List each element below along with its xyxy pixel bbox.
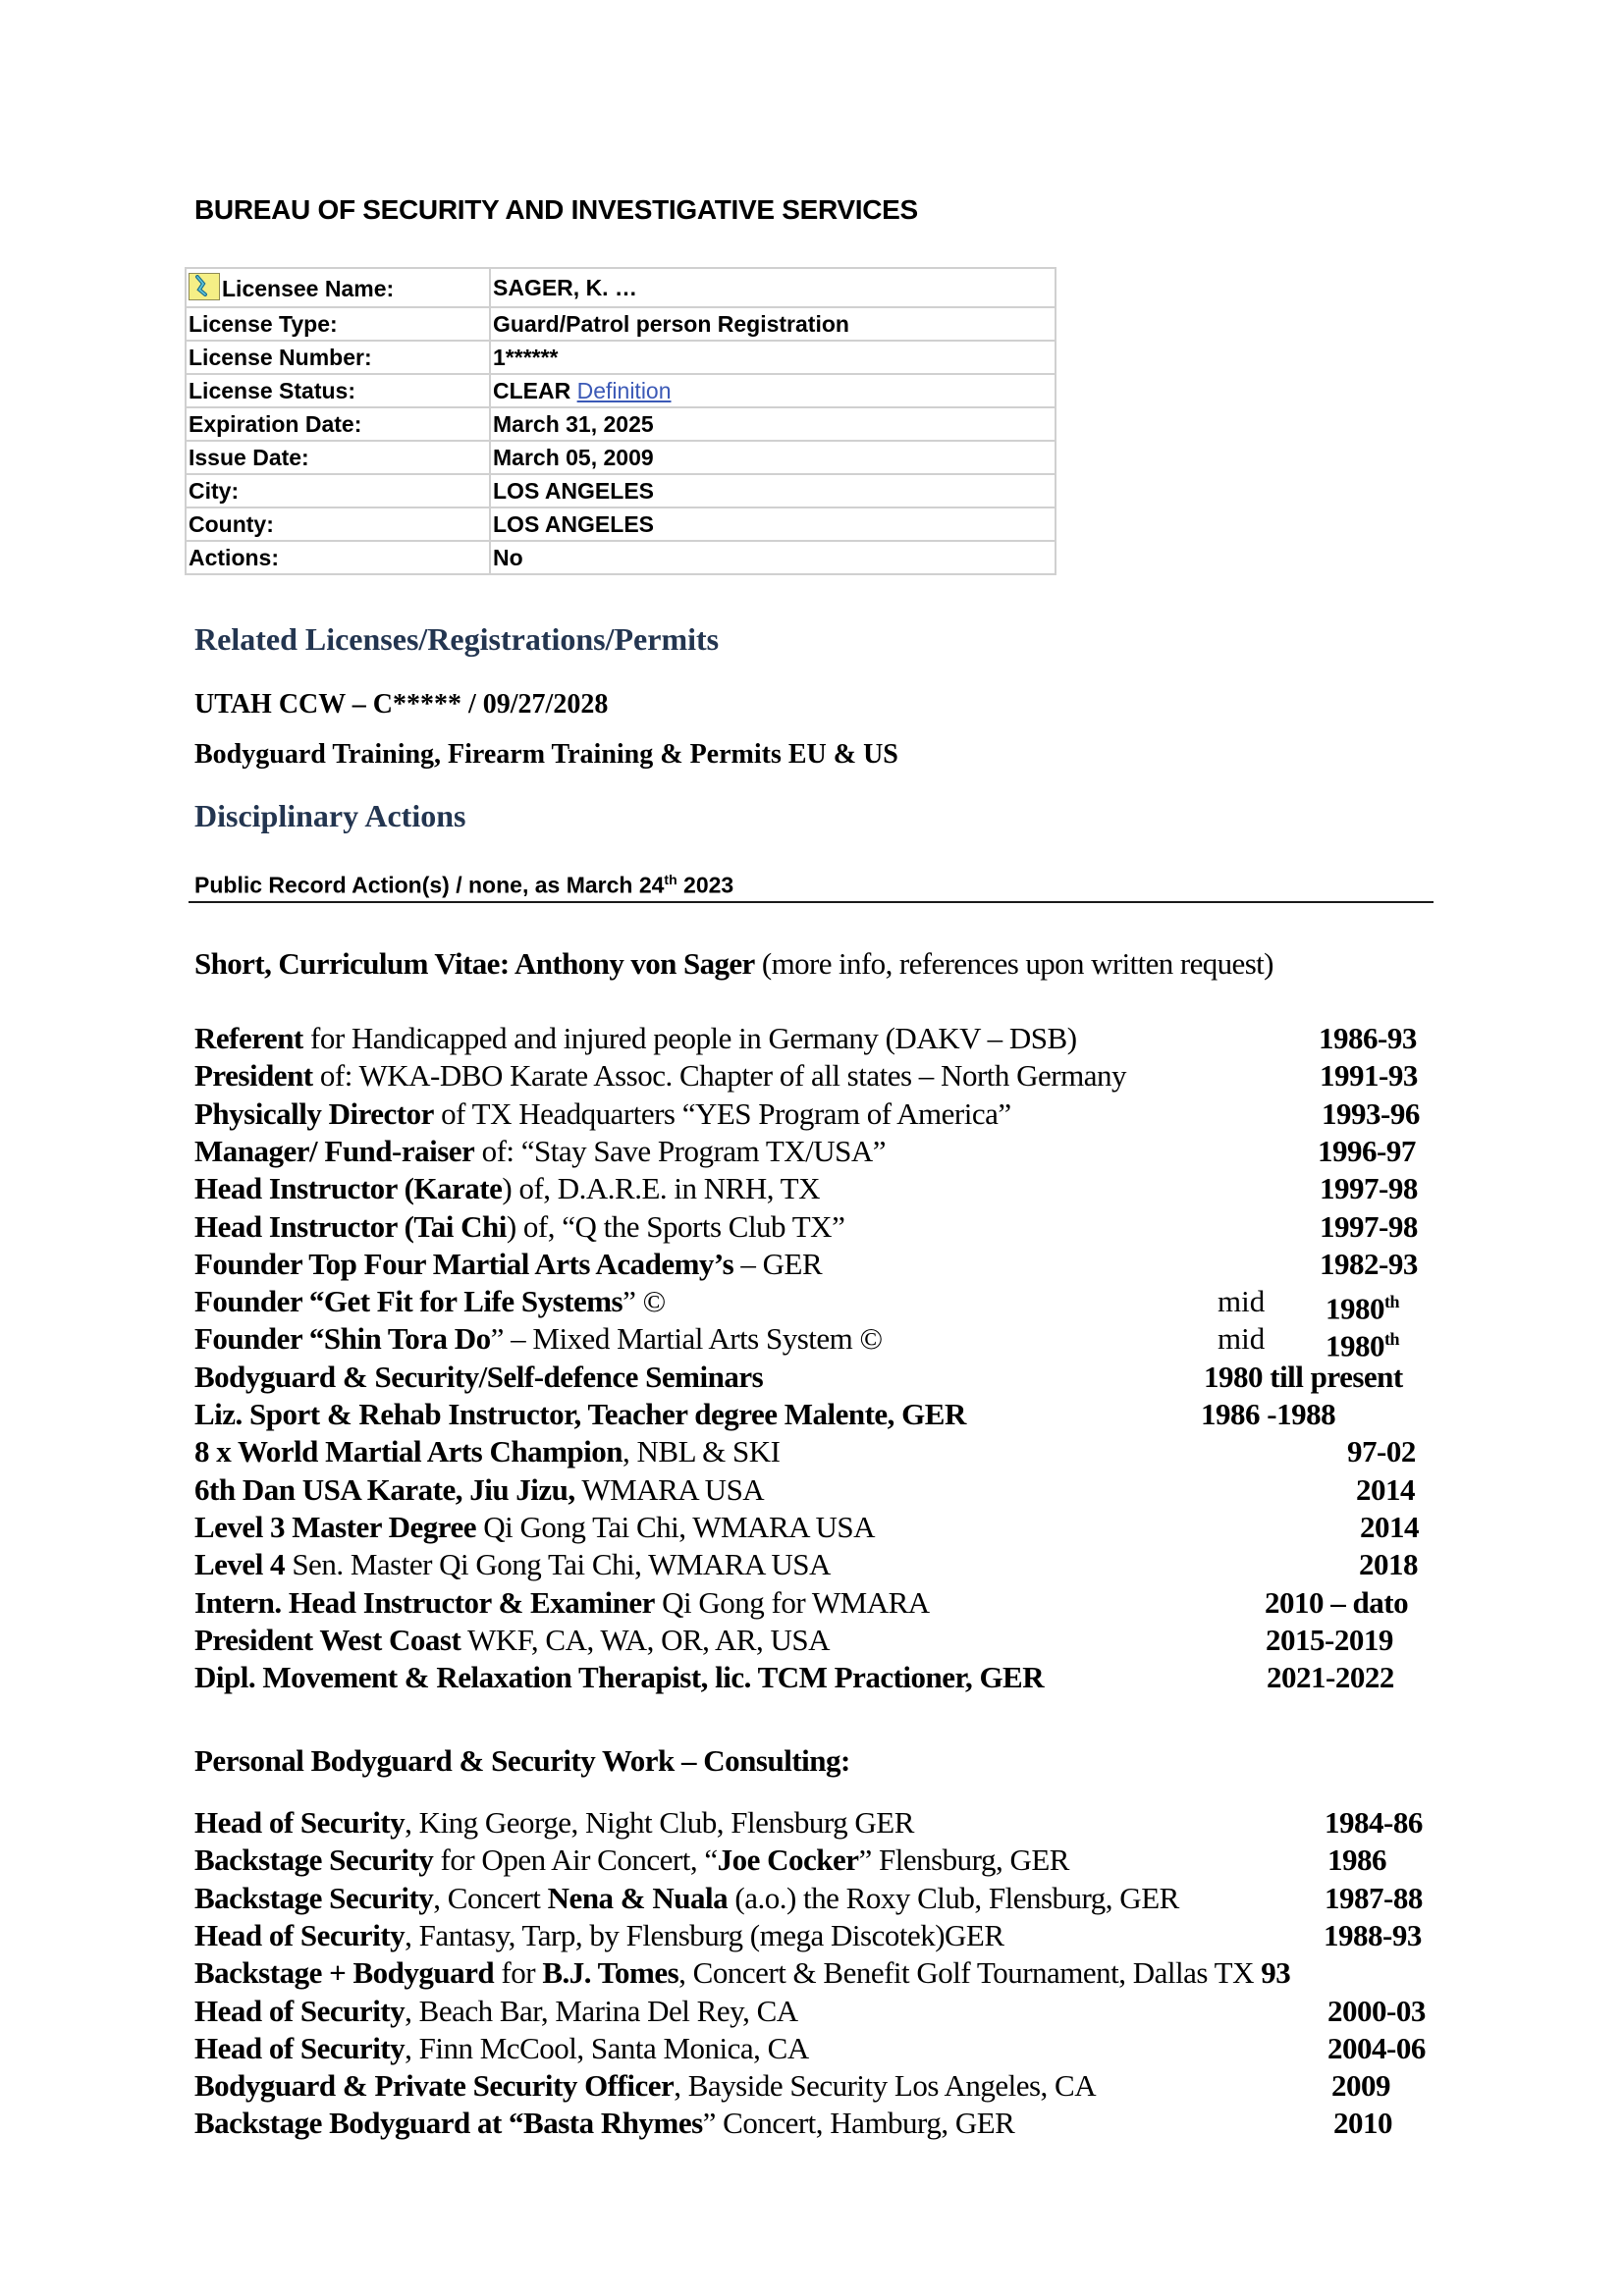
cv-entry-detail: of TX Headquarters “YES Program of America” (433, 1095, 1011, 1131)
cv-entry-detail: ” © (623, 1284, 666, 1319)
cv-entry-years (1266, 1623, 1393, 1658)
licensee-name-value: SAGER, K. … (490, 268, 1056, 307)
cv-entry-years (1322, 1096, 1420, 1132)
work-entry-bold: Backstage Security (194, 1842, 434, 1878)
cv-entry-years (1267, 1660, 1394, 1695)
cv-entry (194, 1247, 822, 1282)
cv-entry-years-text: 97-02 (1347, 1434, 1416, 1469)
cv-entry-years (1318, 1134, 1416, 1169)
work-entry (194, 1955, 1290, 1991)
cv-entry-detail: ) of, “Q the Sports Club TX” (506, 1208, 845, 1244)
work-entry (194, 1805, 914, 1841)
license-type-value: Guard/Patrol person Registration (490, 307, 1056, 341)
horizontal-divider (189, 901, 1434, 903)
cv-entry-years-text: 2015-2019 (1266, 1622, 1393, 1657)
bureau-title: BUREAU OF SECURITY AND INVESTIGATIVE SERVICES (194, 194, 918, 225)
cv-entry-detail: of: WKA-DBO Karate Assoc. Chapter of all states – North Germany (312, 1058, 1126, 1094)
table-row (186, 541, 1056, 574)
table-row (186, 507, 1056, 541)
work-entry-text: , King George, Night Club, Flensburg GER (405, 1805, 914, 1840)
cv-entry (194, 1472, 764, 1508)
cv-entry-title: Head Instructor (Tai Chi (194, 1208, 507, 1244)
work-entry-bold: Head of Security (194, 1805, 406, 1840)
cv-entry-years-text: 1980 (1326, 1328, 1384, 1363)
cv-entry-years (1347, 1434, 1416, 1469)
cv-entry (194, 1096, 1011, 1132)
cv-entry-title: Founder “Shin Tora Do (194, 1321, 491, 1357)
work-entry-bold: Backstage + Bodyguard (194, 1955, 495, 1991)
cv-entry-detail: for Handicapped and injured people in Germany (DAKV – DSB) (302, 1021, 1077, 1055)
work-entry-bold: Head of Security (194, 1917, 406, 1952)
cv-entry-years (1320, 1171, 1418, 1206)
cv-entry-years-text: 1982-93 (1320, 1246, 1418, 1281)
cv-entry (194, 1360, 763, 1395)
cv-entry-title: Dipl. Movement & Relaxation Therapist, lic. TCM Practioner, GER (194, 1660, 1045, 1695)
cv-entry (194, 1321, 883, 1357)
cv-entry-title: Level 4 (194, 1547, 286, 1582)
table-row (186, 407, 1056, 441)
public-record-line (194, 872, 733, 899)
work-entry-years: 2010 (1333, 2106, 1392, 2141)
table-row (186, 307, 1056, 341)
work-entry-years: 93 (1261, 1955, 1291, 1991)
city-label: City: (186, 474, 490, 507)
cv-entry (194, 1547, 831, 1582)
license-status-value: CLEAR (493, 378, 571, 403)
cv-entry-detail: ) of, D.A.R.E. in NRH, TX (502, 1171, 820, 1206)
cv-entry (194, 1058, 1126, 1094)
cv-entry (194, 1397, 966, 1432)
cv-entry-years-text: 1991-93 (1320, 1058, 1418, 1094)
work-entry-text: for Open Air Concert, “ (433, 1842, 718, 1878)
issue-date-value: March 05, 2009 (490, 441, 1056, 474)
cv-entry (194, 1134, 886, 1169)
utah-ccw-line: UTAH CCW – C***** / 09/27/2028 (194, 689, 609, 720)
cv-title-note: (more info, references upon written request) (754, 946, 1273, 981)
cv-entry (194, 1623, 830, 1658)
cv-entry-title: Head Instructor (Karate (194, 1171, 503, 1206)
cv-entry-years (1326, 1284, 1399, 1326)
table-row (186, 268, 1056, 307)
expiration-date-value: March 31, 2025 (490, 407, 1056, 441)
cv-entry-years-text: 2014 (1360, 1509, 1419, 1544)
cv-entry-title: Manager/ Fund-raiser (194, 1133, 475, 1168)
cv-entry-years-text: 1980 (1326, 1291, 1384, 1326)
work-entry-years: 1988-93 (1324, 1917, 1422, 1952)
cv-entry-years (1320, 1247, 1418, 1282)
cv-entry-years-text: 2018 (1359, 1547, 1418, 1582)
cv-entry (194, 1171, 820, 1206)
cv-entry-years-text: 1996-97 (1318, 1133, 1416, 1168)
cv-entry-years (1204, 1360, 1403, 1395)
disciplinary-actions-heading: Disciplinary Actions (194, 798, 466, 833)
work-entry (194, 2031, 809, 2066)
cv-entry-detail: of: “Stay Save Program TX/USA” (474, 1133, 887, 1168)
cv-title-name: Short, Curriculum Vitae: Anthony von Sager (194, 946, 755, 981)
license-number-value: 1****** (490, 341, 1056, 374)
expiration-date-label: Expiration Date: (186, 407, 490, 441)
work-entry-bold: Backstage Security (194, 1880, 434, 1915)
public-record-text: Public Record Action(s) / none, as March 24 (194, 872, 665, 898)
work-entry-text: , Concert (433, 1880, 548, 1915)
cv-entry (194, 1209, 844, 1245)
cv-entry-years (1265, 1585, 1408, 1621)
cv-entry-title: 8 x World Martial Arts Champion (194, 1434, 623, 1469)
work-entry-text: (a.o.) the Roxy Club, Flensburg, GER (728, 1880, 1179, 1915)
cv-entry-years-text: 2010 – dato (1265, 1584, 1409, 1620)
table-row (186, 441, 1056, 474)
issue-date-label: Issue Date: (186, 441, 490, 474)
cv-entry-title: Liz. Sport & Rehab Instructor, Teacher degree Malente, GER (194, 1397, 966, 1431)
cv-entry-title: President West Coast (194, 1622, 461, 1657)
cv-entry-years-text: 1997-98 (1320, 1208, 1418, 1244)
work-heading: Personal Bodyguard & Security Work – Consulting: (194, 1743, 850, 1778)
cv-entry (194, 1510, 875, 1545)
actions-value: No (490, 541, 1056, 574)
work-entry-years: 2009 (1331, 2068, 1390, 2104)
work-entry-bold: B.J. Tomes (542, 1955, 679, 1991)
cv-entry-detail: Sen. Master Qi Gong Tai Chi, WMARA USA (285, 1547, 831, 1582)
cv-entry-title: Referent (194, 1021, 303, 1055)
cv-entry-title: Level 3 Master Degree (194, 1509, 477, 1544)
work-entry-bold: Backstage Bodyguard at “Basta Rhymes (194, 2106, 703, 2141)
table-row (186, 374, 1056, 407)
table-row (186, 341, 1056, 374)
work-entry-text: ” Concert, Hamburg, GER (702, 2106, 1015, 2141)
work-entry (194, 2106, 1014, 2141)
cv-entry-years-text: 2021-2022 (1267, 1660, 1394, 1695)
cv-entry-detail: Qi Gong Tai Chi, WMARA USA (476, 1509, 876, 1544)
work-entry-years: 2000-03 (1327, 1993, 1426, 2028)
work-entry-text: , Fantasy, Tarp, by Flensburg (mega Discotek)GER (405, 1917, 1004, 1952)
work-entry (194, 2068, 1096, 2104)
cv-entry (194, 1284, 666, 1319)
cv-entry-mid: mid (1218, 1321, 1266, 1357)
work-entry-bold: Head of Security (194, 2030, 406, 2065)
work-entry-bold: Bodyguard & Private Security Officer (194, 2068, 675, 2104)
cv-entry-detail: WKF, CA, WA, OR, AR, USA (460, 1622, 831, 1657)
cv-entry-detail: ” – Mixed Martial Arts System © (490, 1321, 883, 1357)
public-record-year: 2023 (677, 872, 734, 898)
work-entry-text: , Concert & Benefit Golf Tournament, Dallas TX (678, 1955, 1262, 1991)
cv-entry (194, 1021, 1077, 1056)
work-entry-years: 2004-06 (1327, 2030, 1426, 2065)
cv-entry-title: President (194, 1058, 313, 1094)
cv-entry-years (1201, 1397, 1335, 1432)
cv-entry-detail: , NBL & SKI (623, 1434, 781, 1469)
license-status-label: License Status: (186, 374, 490, 407)
cv-entry-title: Physically Director (194, 1095, 434, 1131)
city-value: LOS ANGELES (490, 474, 1056, 507)
cv-title (194, 946, 1273, 982)
cv-entry-years (1359, 1547, 1418, 1582)
cv-entry (194, 1585, 930, 1621)
related-licenses-heading: Related Licenses/Registrations/Permits (194, 621, 720, 657)
work-entry-text: , Bayside Security Los Angeles, CA (674, 2068, 1097, 2104)
cv-entry-title: Founder Top Four Martial Arts Academy’s (194, 1246, 734, 1281)
pen-edit-icon[interactable] (189, 273, 220, 300)
work-entry-text: , Finn McCool, Santa Monica, CA (405, 2030, 809, 2065)
work-entry-text: ” Flensburg, GER (858, 1842, 1069, 1878)
public-record-sup: th (664, 872, 677, 887)
license-type-label: License Type: (186, 307, 490, 341)
cv-entry-years-sup: th (1384, 1329, 1400, 1350)
training-line: Bodyguard Training, Firearm Training & Permits EU & US (194, 739, 898, 770)
cv-entry-years (1326, 1321, 1399, 1363)
work-entry-bold: Joe Cocker (717, 1842, 859, 1878)
label-text: Licensee Name: (222, 275, 395, 301)
work-entry-years: 1984-86 (1325, 1805, 1423, 1840)
cv-entry-years-text: 1986-93 (1319, 1021, 1417, 1055)
work-entry-text: for (494, 1955, 543, 1991)
table-row (186, 474, 1056, 507)
work-entry (194, 1918, 1004, 1953)
cv-entry-years (1320, 1209, 1418, 1245)
cv-entry-years-text: 1986 -1988 (1201, 1397, 1336, 1431)
cv-entry (194, 1660, 1044, 1695)
license-status-cell (490, 374, 1056, 407)
cv-entry-title: Bodyguard & Security/Self-defence Seminars (194, 1359, 764, 1394)
definition-link[interactable]: Definition (576, 378, 672, 403)
cv-entry (194, 1434, 780, 1469)
work-entry (194, 1881, 1179, 1916)
cv-entry-title: Founder “Get Fit for Life Systems (194, 1284, 623, 1319)
license-info-table (185, 267, 1056, 575)
cv-entry-title: 6th Dan USA Karate, Jiu Jizu, (194, 1471, 575, 1507)
cv-entry-years (1319, 1021, 1417, 1056)
work-entry-years: 1986 (1327, 1842, 1386, 1878)
license-number-label: License Number: (186, 341, 490, 374)
cv-entry-years (1360, 1510, 1419, 1545)
work-entry (194, 1994, 798, 2029)
cv-entry-years-text: 2014 (1356, 1471, 1415, 1507)
cv-entry-years-text: 1997-98 (1320, 1171, 1418, 1206)
cv-entry-years-text: 1980 till present (1204, 1359, 1403, 1394)
cv-entry-years (1356, 1472, 1415, 1508)
work-entry-bold: Head of Security (194, 1993, 406, 2028)
cv-entry-detail: WMARA USA (574, 1471, 765, 1507)
licensee-name-label (186, 268, 490, 307)
cv-entry-years-sup: th (1384, 1292, 1400, 1312)
county-value: LOS ANGELES (490, 507, 1056, 541)
cv-entry-title: Intern. Head Instructor & Examiner (194, 1584, 655, 1620)
work-entry-text: , Beach Bar, Marina Del Rey, CA (405, 1993, 798, 2028)
cv-entry-years-text: 1993-96 (1322, 1095, 1420, 1131)
cv-entry-detail: – GER (733, 1246, 823, 1281)
actions-label: Actions: (186, 541, 490, 574)
county-label: County: (186, 507, 490, 541)
cv-entry-detail: Qi Gong for WMARA (654, 1584, 930, 1620)
cv-entry-years (1320, 1058, 1418, 1094)
work-entry (194, 1842, 1069, 1878)
work-entry-years: 1987-88 (1325, 1880, 1423, 1915)
cv-entry-mid: mid (1218, 1284, 1266, 1319)
work-entry-bold: Nena & Nuala (547, 1880, 729, 1915)
